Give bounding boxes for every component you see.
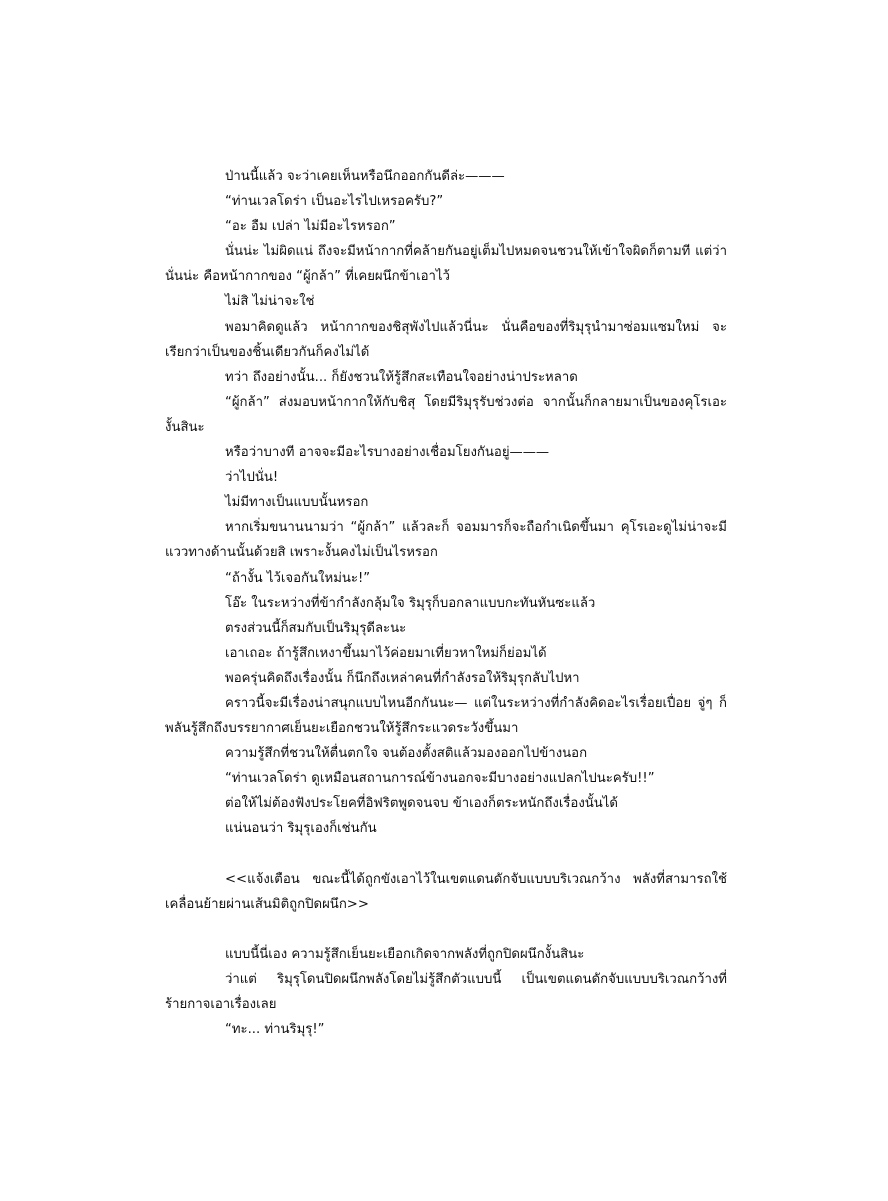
paragraph-gap <box>165 842 727 867</box>
body-paragraph: ว่าแต่ ริมุรุโดนปิดผนึกพลังโดยไม่รู้สึกตัวแบบนี้ เป็นเขตแดนดักจับแบบบริเวณกว้างที่ร้ายกาจเอาเรื่องเลย <box>165 971 727 1012</box>
body-paragraph: โอ๊ะ ในระหว่างที่ข้ากำลังกลุ้มใจ ริมุรุก็บอกลาแบบกะทันหันซะแล้ว <box>225 595 596 611</box>
body-paragraph: “ท่านเวลโดร่า เป็นอะไรไปเหรอครับ?” <box>225 194 444 210</box>
body-paragraph: หรือว่าบางที อาจจะมีอะไรบางอย่างเชื่อมโยงกันอยู่——— <box>225 445 550 461</box>
document-body <box>165 164 727 1042</box>
body-paragraph: “ถ้างั้น ไว้เจอกันใหม่นะ!” <box>225 570 371 586</box>
body-paragraph: ต่อให้ไม่ต้องฟังประโยคที่อิฟริตพูดจนจบ ข้าเองก็ตระหนักถึงเรื่องนั้นได้ <box>225 796 618 812</box>
body-paragraph: หากเริ่มขนานนามว่า “ผู้กล้า” แล้วละก็ จอมมารก็จะถือกำเนิดขึ้นมา คุโรเอะดูไม่น่าจะมีแววทางด้านนั้นด้วยสิ เพราะงั้นคงไม่เป็นไรหรอก <box>165 520 727 561</box>
body-paragraph: ความรู้สึกที่ชวนให้ตื่นตกใจ จนต้องตั้งสติแล้วมองออกไปข้างนอก <box>225 746 588 762</box>
body-paragraph: ไม่มีทางเป็นแบบนั้นหรอก <box>225 495 369 511</box>
body-paragraph: ป่านนี้แล้ว จะว่าเคยเห็นหรือนึกออกกันดีล่ะ——— <box>225 169 505 184</box>
body-paragraph: แบบนี้นี่เอง ความรู้สึกเย็นยะเยือกเกิดจากพลังที่ถูกปิดผนึกงั้นสินะ <box>225 946 585 962</box>
body-paragraph: “ผู้กล้า” ส่งมอบหน้ากากให้กับชิสุ โดยมีริมุรุรับช่วงต่อ จากนั้นก็กลายมาเป็นของคุโรเอะ งั้นสินะ <box>165 394 727 435</box>
body-paragraph: พอครุ่นคิดถึงเรื่องนั้น ก็นึกถึงเหล่าคนที่กำลังรอให้ริมุรุกลับไปหา <box>225 670 580 686</box>
body-paragraph: นั่นน่ะ ไม่ผิดแน่ ถึงจะมีหน้ากากที่คล้ายกันอยู่เต็มไปหมดจนชวนให้เข้าใจผิดก็ตามที แต่ว่านั่นน่ะ คือหน้ากากของ “ผู้กล้า” ที่เคยผนึกข้าเอาไว้ <box>165 244 727 285</box>
body-paragraph: “อะ อืม เปล่า ไม่มีอะไรหรอก” <box>225 219 396 235</box>
body-paragraph: เอาเถอะ ถ้ารู้สึกเหงาขึ้นมาไว้ค่อยมาเที่ยวหาใหม่ก็ย่อมได้ <box>225 645 547 661</box>
paragraph-gap <box>165 917 727 942</box>
body-paragraph: คราวนี้จะมีเรื่องน่าสนุกแบบไหนอีกกันนะ— แต่ในระหว่างที่กำลังคิดอะไรเรื่อยเปื่อย จู่ๆ ก็พลันรู้สึกถึงบรรยากาศเย็นยะเยือกชวนให้รู้สึกระแวดระวังขึ้นมา <box>165 695 727 737</box>
body-paragraph: “ท่านเวลโดร่า ดูเหมือนสถานการณ์ข้างนอกจะมีบางอย่างแปลกไปนะครับ!!” <box>225 771 655 787</box>
body-paragraph: <<แจ้งเตือน ขณะนี้ได้ถูกขังเอาไว้ในเขตแดนดักจับแบบบริเวณกว้าง พลังที่สามารถใช้เคลื่อนย้ายผ่านเส้นมิติถูกปิดผนึก>> <box>165 871 727 912</box>
body-paragraph: ไม่สิ ไม่น่าจะใช่ <box>225 294 315 310</box>
body-paragraph: ทว่า ถึงอย่างนั้น... ก็ยังชวนให้รู้สึกสะเทือนใจอย่างน่าประหลาด <box>225 369 578 385</box>
body-paragraph: แน่นอนว่า ริมุรุเองก็เช่นกัน <box>225 821 377 837</box>
body-paragraph: พอมาคิดดูแล้ว หน้ากากของชิสุพังไปแล้วนี่นะ นั่นคือของที่ริมุรุนำมาซ่อมแซมใหม่ จะเรียกว่าเป็นของชิ้นเดียวกันก็คงไม่ได้ <box>165 319 727 360</box>
body-paragraph: ว่าไปนั่น! <box>225 470 279 486</box>
body-paragraph: ตรงส่วนนี้ก็สมกับเป็นริมุรุดีละนะ <box>225 620 407 636</box>
body-paragraph: “ทะ... ท่านริมุรุ!” <box>225 1022 325 1037</box>
